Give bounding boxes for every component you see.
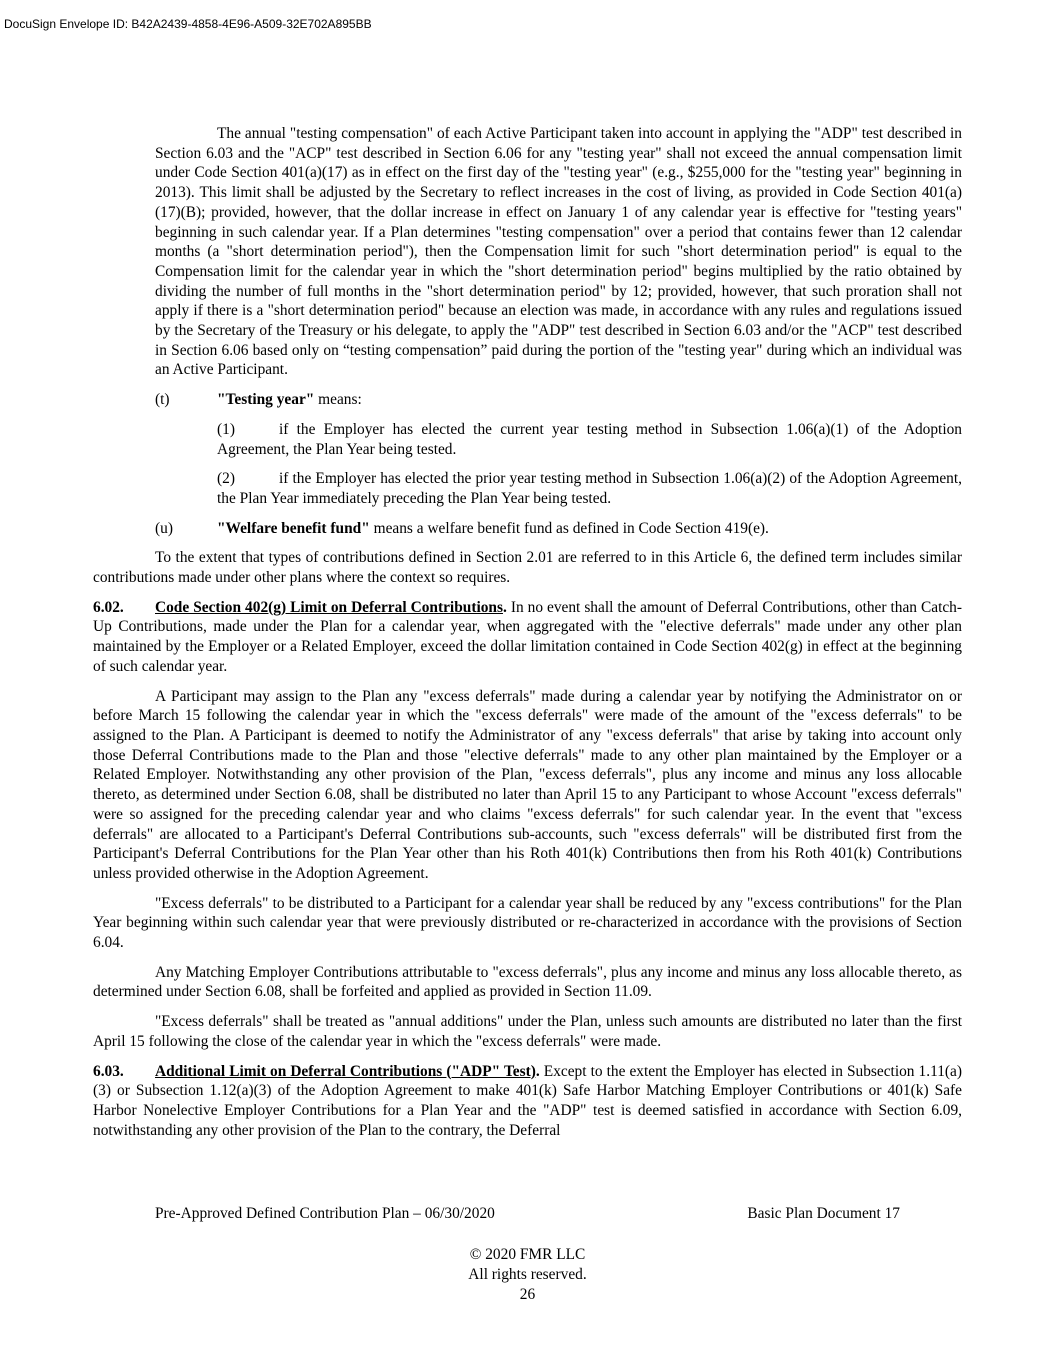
subitem-text: if the Employer has elected the current year testing method in Subsection 1.06(a)(1) of the Adoption Agreement, the Plan Year being tested. (217, 420, 962, 458)
paragraph-reduced: "Excess deferrals" to be distributed to a Participant for a calendar year shall be reduced by any "excess contributions" for the Plan Year beginning within such calendar year that were previously distributed or re-characterized in accordance with the provisions of Section 6.04. (93, 894, 962, 952)
rights-reserved: All rights reserved. (468, 1266, 587, 1283)
footer-plan-name: Pre-Approved Defined Contribution Plan – 06/30/2020 (155, 1205, 495, 1222)
subitem-text: if the Employer has elected the prior year testing method in Subsection 1.06(a)(2) of the Adoption Agreement, the Plan Year immediately preceding the Plan Year being tested. (217, 470, 962, 507)
subitem-number: (2) (217, 470, 235, 488)
copyright-block (0, 1245, 1055, 1305)
subitem-number: (1) (217, 420, 235, 438)
section-6-02: 6.02. Code Section 402(g) Limit on Deferral Contributions. In no event shall the amount of Deferral Contributions, other than Catch-Up Contributions, made under the Plan for a calendar year, when aggregated with the "elective deferrals" made under any other plan maintained by the Employer or a Related Employer, exceed the dollar limitation contained in Code Section 402(g) in effect at the beginning of such calendar year. (93, 598, 962, 675)
section-number: 6.02. (93, 598, 124, 616)
docusign-envelope-id: DocuSign Envelope ID: B42A2439-4858-4E96-A509-32E702A895BB (4, 17, 372, 31)
subitem-1 (217, 420, 962, 459)
page-number: 26 (519, 1286, 536, 1303)
paragraph-extent: To the extent that types of contributions defined in Section 2.01 are referred to in this Article 6, the defined term includes similar contributions made under other plans where the context so requires. (93, 549, 962, 587)
section-text: Except to the extent the Employer has elected in Subsection 1.11(a)(3) or Subsection 1.12(a)(3) of the Adoption Agreement to make 401(k) Safe Harbor Matching Employer Contributions or 401(k) Safe Harbor Nonelective Employer Contributions for a Plan Year and the "ADP" test is deemed satisfied in accordance with Section 6.09, notwithstanding any other provision of the Plan to the contrary, the Deferral (93, 1062, 962, 1139)
section-6-03: 6.03. Additional Limit on Deferral Contributions ("ADP" Test). Except to the extent the Employer has elected in Subsection 1.11(a)(3) or Subsection 1.12(a)(3) of the Adoption Agreement to make 401(k) Safe Harbor Matching Employer Contributions or 401(k) Safe Harbor Nonelective Employer Contributions for a Plan Year and the "ADP" test is deemed satisfied in accordance with Section 6.09, notwithstanding any other provision of the Plan to the contrary, the Deferral (93, 1062, 962, 1139)
subitem-2 (217, 469, 962, 508)
definition-u (155, 519, 962, 539)
copyright: © 2020 FMR LLC (469, 1246, 586, 1263)
definition-term: "Welfare benefit fund" (217, 519, 370, 537)
paragraph-matching: Any Matching Employer Contributions attributable to "excess deferrals", plus any income and minus any loss allocable thereto, as determined under Section 6.08, shall be forfeited and applied as provided in Section 11.09. (93, 963, 962, 1001)
definition-term: "Testing year" (217, 391, 315, 409)
section-text: In no event shall the amount of Deferral Contributions, other than Catch-Up Contributions, made under the Plan for a calendar year, when aggregated with the "elective deferrals" made under any other plan maintained by the Employer or a Related Employer, exceed the dollar limitation contained in Code Section 402(g) in effect at the beginning of such calendar year. (93, 598, 962, 675)
section-title: Additional Limit on Deferral Contributions ("ADP" Test) (155, 1062, 536, 1080)
definition-label: (u) (155, 519, 173, 537)
paragraph-testing-compensation: The annual "testing compensation" of each Active Participant taken into account in applying the "ADP" test described in Section 6.03 and the "ACP" test described in Section 6.06 for any "testing year" shall not exceed the annual compensation limit under Code Section 401(a)(17) as in effect on the first day of the "testing year" (e.g., $255,000 for the "testing year" beginning in 2013). This limit shall be adjusted by the Secretary to reflect increases in the cost of living, as provided in Code Section 401(a)(17)(B); provided, however, that the dollar increase in effect on January 1 of any calendar year is effective for "testing years" beginning in such calendar year. If a Plan determines "testing compensation" over a period that contains fewer than 12 calendar months (a "short determination period"), then the Compensation limit for such "short determination period" is equal to the Compensation limit for the calendar year in which the "short determination period" begins multiplied by the ratio obtained by dividing the number of full months in the "short determination period" by 12; provided, however, that such proration shall not apply if there is a "short determination period" because an election was made, in accordance with any rules and regulations issued by the Secretary of the Treasury or his delegate, to apply the "ADP" test described in Section 6.03 and/or the "ACP" test described in Section 6.06 based only on “testing compensation” paid during the portion of the "testing year" during which an individual was an Active Participant. (155, 125, 962, 379)
paragraph-assign: A Participant may assign to the Plan any "excess deferrals" made during a calendar year by notifying the Administrator on or before March 15 following the calendar year in which the "excess deferrals" were made of the amount of the "excess deferrals" to be assigned to the Plan. A Participant is deemed to notify the Administrator of any "excess deferrals" that arise by taking into account only those Deferral Contributions made to the Plan and those "elective deferrals" made to any other plan maintained by the Employer or a Related Employer. Notwithstanding any other provision of the Plan, "excess deferrals", plus any income and minus any loss allocable thereto, as determined under Section 6.08, shall be distributed no later than April 15 to any Participant to whose Account "excess deferrals" were so assigned for the preceding calendar year and who claims "excess deferrals" for such calendar year. In the event that "excess deferrals" are allocated to a Participant's Deferral Contributions sub-accounts, such "excess deferrals" will be distributed first from the Participant's Deferral Contributions for the Plan Year other than his Roth 401(k) Contributions then from his Roth 401(k) Contributions unless provided otherwise in the Adoption Agreement. (93, 687, 962, 882)
definition-t (155, 390, 962, 410)
definition-text: means: (314, 391, 362, 409)
paragraph-annual-additions: "Excess deferrals" shall be treated as "annual additions" under the Plan, unless such amounts are distributed no later than the first April 15 following the close of the calendar year in which the "excess deferrals" were made. (93, 1013, 962, 1050)
footer-document-name: Basic Plan Document 17 (747, 1205, 900, 1222)
section-title: Code Section 402(g) Limit on Deferral Contributions (155, 598, 503, 616)
section-number: 6.03. (93, 1062, 124, 1080)
definition-text: means a welfare benefit fund as defined in Code Section 419(e). (369, 519, 769, 537)
page-footer (155, 1205, 900, 1223)
definition-label: (t) (155, 391, 170, 409)
document-body (93, 124, 962, 1150)
